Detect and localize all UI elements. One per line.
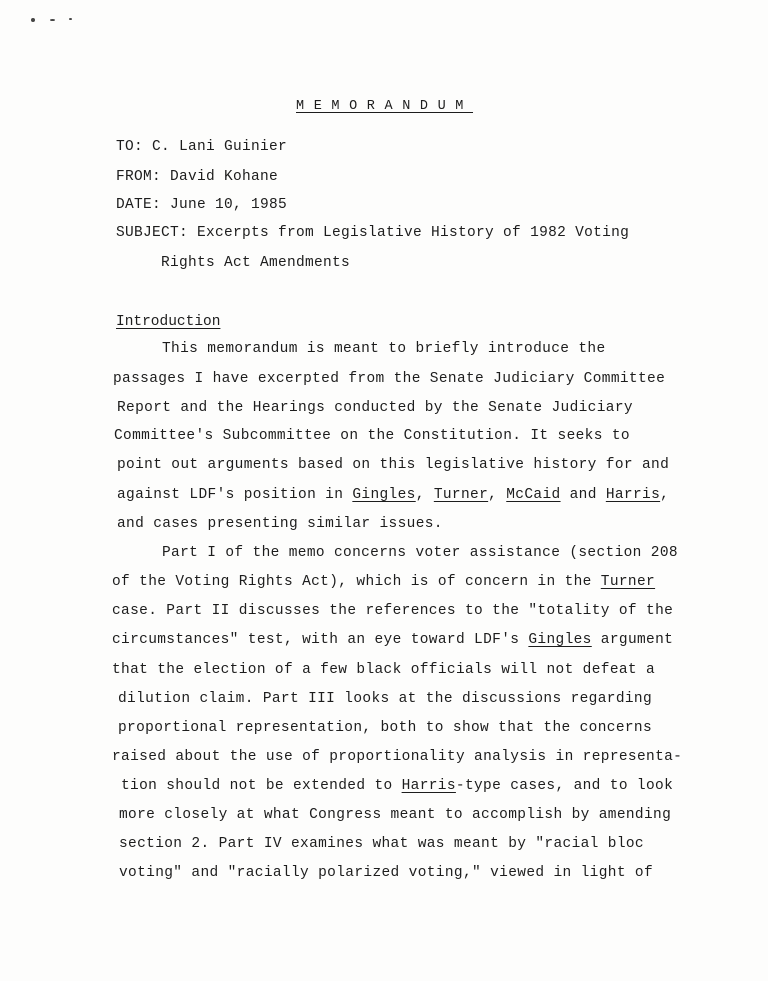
memo-date: DATE: June 10, 1985 [116,197,288,213]
case-name-gingles: Gingles [352,487,416,503]
body-line: point out arguments based on this legislative history for and [117,457,670,473]
body-line: voting" and "racially polarized voting," viewed in light of [119,865,654,881]
memo-from: FROM: David Kohane [116,169,279,185]
body-line [117,487,669,503]
body-text: and [560,487,606,503]
margin-mark [50,19,55,21]
case-name-harris: Harris [605,487,661,503]
body-line: section 2. Part IV examines what was meant by "racial bloc [119,836,644,852]
margin-mark [69,18,72,20]
body-line [112,574,655,590]
memo-subject-continued: Rights Act Amendments [161,255,351,271]
memo-title: MEMORANDUM [296,99,474,114]
body-line: and cases presenting similar issues. [117,516,443,532]
case-name-turner: Turner [433,487,489,503]
body-line: Part I of the memo concerns voter assistance (section 208 [162,545,678,561]
case-name-gingles: Gingles [528,632,592,648]
body-line: case. Part II discusses the references to the "totality of the [112,603,674,619]
body-text: circumstances" test, with an eye toward LDF's [112,632,529,648]
case-name-harris: Harris [401,778,456,794]
body-line: passages I have excerpted from the Senate Judiciary Committee [113,371,666,387]
body-line [112,632,673,648]
body-text: of the Voting Rights Act), which is of concern in the [112,574,601,590]
body-line: Report and the Hearings conducted by the Senate Judiciary [117,400,633,416]
body-line: dilution claim. Part III looks at the discussions regarding [118,691,653,707]
body-line: This memorandum is meant to briefly introduce the [162,341,606,357]
section-heading-introduction: Introduction [116,314,221,330]
body-line: more closely at what Congress meant to accomplish by amending [119,807,672,823]
memo-to: TO: C. Lani Guinier [116,139,288,155]
body-text: , [488,487,507,503]
body-line: raised about the use of proportionality analysis in representa- [112,749,683,765]
body-line: proportional representation, both to show that the concerns [118,720,653,736]
case-name-turner: Turner [600,574,656,590]
margin-mark [31,18,35,22]
case-name-mccaid: McCaid [506,487,561,503]
body-line [121,778,673,794]
body-text: , [415,487,434,503]
body-line: Committee's Subcommittee on the Constitution. It seeks to [114,428,630,444]
memo-subject: SUBJECT: Excerpts from Legislative History of 1982 Voting [116,225,630,241]
body-text: -type cases, and to look [455,778,674,794]
body-text: tion should not be extended to [121,778,402,794]
body-text: , [660,487,670,503]
body-text: argument [591,632,674,648]
body-line: that the election of a few black officials will not defeat a [112,662,656,678]
body-text: against LDF's position in [117,487,353,503]
